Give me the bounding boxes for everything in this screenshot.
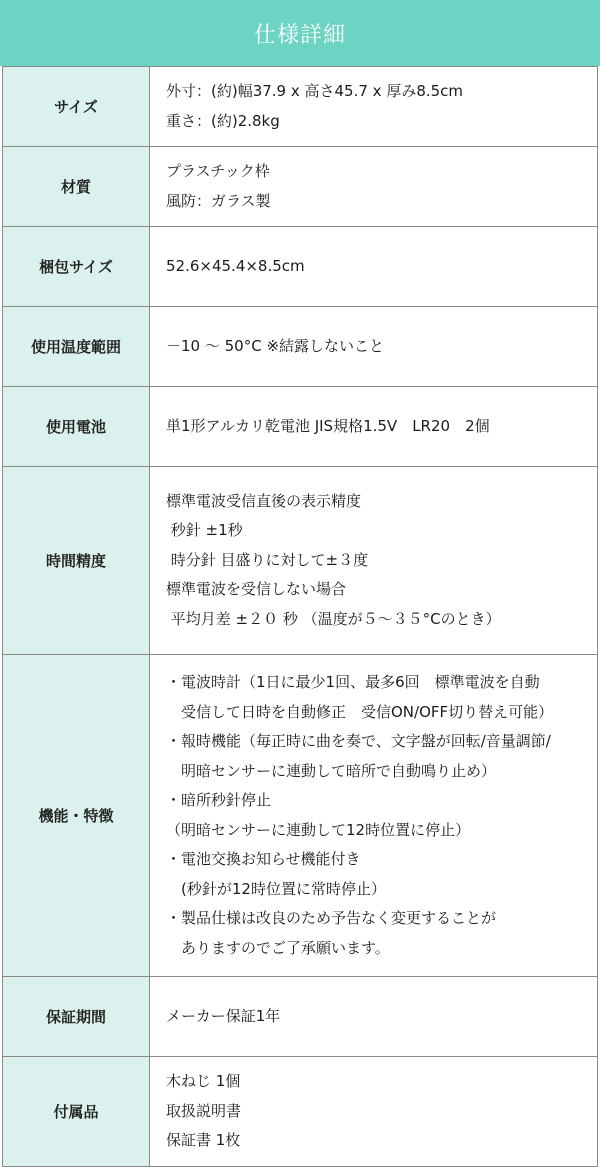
spec-row bbox=[3, 977, 598, 1057]
spec-value-line: 秒針 ±1秒 bbox=[166, 521, 243, 540]
spec-label: 機能・特徴 bbox=[3, 655, 150, 977]
spec-value-line: (秒針が12時位置に常時停止） bbox=[166, 879, 386, 898]
spec-value-line: 標準電波受信直後の表示精度 bbox=[166, 491, 362, 510]
spec-row bbox=[3, 655, 598, 977]
spec-value bbox=[150, 977, 598, 1057]
spec-value bbox=[150, 307, 598, 387]
spec-label: 保証期間 bbox=[3, 977, 150, 1057]
spec-row bbox=[3, 1057, 598, 1167]
spec-value bbox=[150, 467, 598, 655]
spec-title: 仕様詳細 bbox=[0, 0, 600, 66]
spec-value-line: －10 ～ 50°C ※結露しないこと bbox=[166, 336, 385, 355]
spec-value-line: ・電波時計（1日に最少1回、最多6回 標準電波を自動 bbox=[166, 673, 540, 691]
spec-label: 材質 bbox=[3, 147, 150, 227]
spec-value-line: 取扱説明書 bbox=[166, 1101, 242, 1120]
spec-value-line: メーカー保証1年 bbox=[166, 1006, 281, 1025]
spec-value-line: 保証書 1枚 bbox=[166, 1131, 241, 1150]
spec-label: 時間精度 bbox=[3, 467, 150, 655]
spec-value-line: ・報時機能（毎正時に曲を奏で、文字盤が回転/音量調節/ bbox=[166, 732, 551, 750]
spec-value-line: 木ねじ 1個 bbox=[166, 1072, 241, 1091]
spec-value-line: 52.6×45.4×8.5cm bbox=[166, 256, 305, 275]
spec-label: 梱包サイズ bbox=[3, 227, 150, 307]
spec-value bbox=[150, 387, 598, 467]
spec-row bbox=[3, 67, 598, 147]
spec-value-line: 外寸：(約)幅37.9 x 高さ45.7 x 厚み8.5cm bbox=[166, 82, 464, 100]
spec-label: 付属品 bbox=[3, 1057, 150, 1167]
spec-value-line: ・製品仕様は改良のため予告なく変更することが bbox=[166, 909, 497, 927]
spec-row bbox=[3, 227, 598, 307]
spec-row bbox=[3, 147, 598, 227]
spec-value bbox=[150, 1057, 598, 1167]
spec-value bbox=[150, 655, 598, 977]
spec-value-line: （明暗センサーに連動して12時位置に停止） bbox=[166, 820, 471, 839]
spec-value bbox=[150, 227, 598, 307]
spec-row bbox=[3, 307, 598, 387]
spec-value-line: プラスチック枠 bbox=[166, 162, 270, 180]
spec-value-line: ・暗所秒針停止 bbox=[166, 791, 272, 809]
spec-value-line: ありますのでご了承願います。 bbox=[166, 938, 390, 957]
spec-value-line: 単1形アルカリ乾電池 JIS規格1.5V LR20 2個 bbox=[166, 416, 490, 435]
spec-value-line: 風防：ガラス製 bbox=[166, 191, 271, 210]
spec-label: サイズ bbox=[3, 67, 150, 147]
spec-row bbox=[3, 387, 598, 467]
spec-value-line: 重さ：(約)2.8kg bbox=[166, 111, 280, 130]
spec-value-line: 受信して日時を自動修正 受信ON/OFF切り替え可能） bbox=[166, 702, 554, 721]
spec-value-line: 時分針 目盛りに対して±３度 bbox=[166, 550, 369, 569]
spec-value-line: ・電池交換お知らせ機能付き bbox=[166, 850, 361, 868]
spec-row bbox=[3, 467, 598, 655]
spec-label: 使用電池 bbox=[3, 387, 150, 467]
spec-value-line: 平均月差 ±２０ 秒 （温度が５～３５°Cのとき） bbox=[166, 609, 501, 628]
spec-value-line: 標準電波を受信しない場合 bbox=[166, 580, 347, 599]
spec-table bbox=[2, 66, 598, 1167]
spec-label: 使用温度範囲 bbox=[3, 307, 150, 387]
spec-value-line: 明暗センサーに連動して暗所で自動鳴り止め） bbox=[166, 761, 497, 780]
spec-value bbox=[150, 67, 598, 147]
spec-value bbox=[150, 147, 598, 227]
